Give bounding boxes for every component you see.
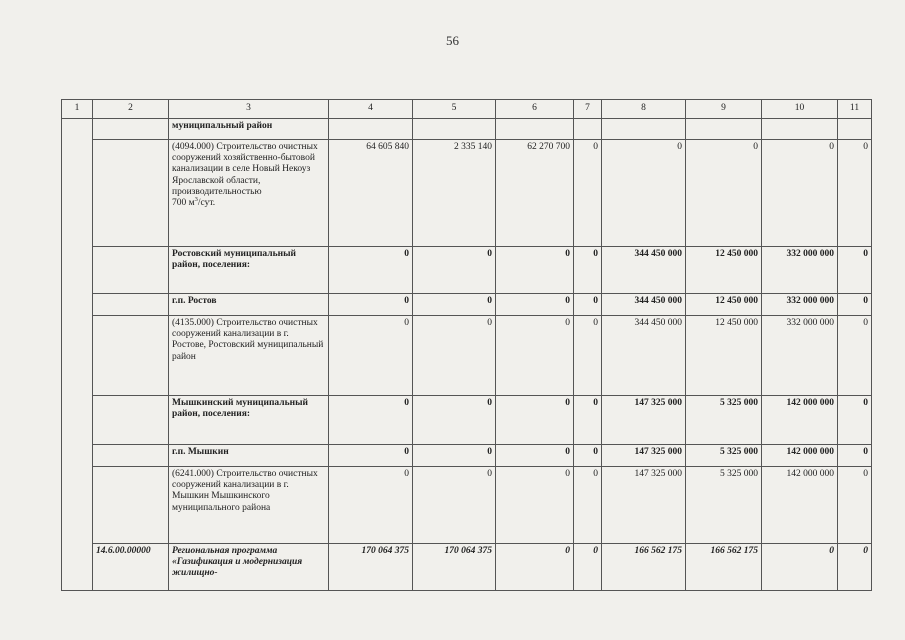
value-cell: 0 bbox=[838, 445, 872, 467]
value-cell: 0 bbox=[838, 140, 872, 247]
value-cell: 344 450 000 bbox=[602, 316, 686, 396]
value-cell: 332 000 000 bbox=[762, 316, 838, 396]
value-cell: 0 bbox=[574, 140, 602, 247]
value-cell bbox=[602, 119, 686, 140]
value-cell bbox=[496, 119, 574, 140]
value-cell: 0 bbox=[496, 396, 574, 445]
value-cell: 0 bbox=[838, 396, 872, 445]
header-cell: 1 bbox=[62, 100, 93, 119]
header-cell: 6 bbox=[496, 100, 574, 119]
value-cell: 0 bbox=[574, 445, 602, 467]
value-cell: 332 000 000 bbox=[762, 247, 838, 294]
value-cell: 332 000 000 bbox=[762, 294, 838, 316]
value-cell: 147 325 000 bbox=[602, 445, 686, 467]
value-cell: 0 bbox=[574, 316, 602, 396]
header-cell: 9 bbox=[686, 100, 762, 119]
value-cell: 0 bbox=[496, 316, 574, 396]
value-cell: 344 450 000 bbox=[602, 294, 686, 316]
value-cell: 166 562 175 bbox=[602, 544, 686, 591]
value-cell: 142 000 000 bbox=[762, 445, 838, 467]
header-cell: 3 bbox=[169, 100, 329, 119]
table-row bbox=[62, 247, 872, 294]
name-cell: муниципальный район bbox=[169, 119, 329, 140]
value-cell: 0 bbox=[574, 544, 602, 591]
code-cell: 14.6.00.00000 bbox=[93, 544, 169, 591]
value-cell bbox=[413, 119, 496, 140]
table-row bbox=[62, 119, 872, 140]
name-superscript: 3 bbox=[194, 195, 198, 203]
code-cell bbox=[93, 396, 169, 445]
value-cell: 12 450 000 bbox=[686, 316, 762, 396]
number-cell bbox=[62, 119, 93, 544]
value-cell: 0 bbox=[496, 467, 574, 544]
table-row bbox=[62, 396, 872, 445]
value-cell: 0 bbox=[413, 294, 496, 316]
value-cell: 0 bbox=[329, 316, 413, 396]
value-cell: 0 bbox=[413, 445, 496, 467]
value-cell: 0 bbox=[762, 140, 838, 247]
number-cell bbox=[62, 544, 93, 591]
table-row bbox=[62, 544, 872, 591]
table-row bbox=[62, 316, 872, 396]
value-cell bbox=[329, 119, 413, 140]
value-cell: 170 064 375 bbox=[329, 544, 413, 591]
header-cell: 4 bbox=[329, 100, 413, 119]
code-cell bbox=[93, 445, 169, 467]
value-cell: 0 bbox=[574, 294, 602, 316]
table-header-row bbox=[62, 100, 872, 119]
value-cell: 0 bbox=[413, 396, 496, 445]
value-cell: 0 bbox=[762, 544, 838, 591]
name-cell: г.п. Ростов bbox=[169, 294, 329, 316]
code-cell bbox=[93, 467, 169, 544]
code-cell bbox=[93, 316, 169, 396]
value-cell: 0 bbox=[329, 445, 413, 467]
table-row bbox=[62, 445, 872, 467]
table-row bbox=[62, 294, 872, 316]
value-cell: 344 450 000 bbox=[602, 247, 686, 294]
value-cell: 62 270 700 bbox=[496, 140, 574, 247]
value-cell: 0 bbox=[686, 140, 762, 247]
header-cell: 11 bbox=[838, 100, 872, 119]
value-cell bbox=[574, 119, 602, 140]
value-cell: 12 450 000 bbox=[686, 247, 762, 294]
value-cell: 147 325 000 bbox=[602, 396, 686, 445]
header-cell: 7 bbox=[574, 100, 602, 119]
value-cell: 0 bbox=[838, 316, 872, 396]
value-cell: 0 bbox=[329, 247, 413, 294]
value-cell: 0 bbox=[413, 467, 496, 544]
value-cell: 142 000 000 bbox=[762, 467, 838, 544]
value-cell: 0 bbox=[838, 544, 872, 591]
header-cell: 10 bbox=[762, 100, 838, 119]
value-cell: 0 bbox=[838, 247, 872, 294]
value-cell: 0 bbox=[413, 247, 496, 294]
value-cell: 12 450 000 bbox=[686, 294, 762, 316]
name-cell: Региональная программа «Газификация и модернизация жилищно- bbox=[169, 544, 329, 591]
name-cell: Ростовский муниципальный район, поселения: bbox=[169, 247, 329, 294]
value-cell bbox=[838, 119, 872, 140]
value-cell: 170 064 375 bbox=[413, 544, 496, 591]
value-cell: 5 325 000 bbox=[686, 396, 762, 445]
page-number: 56 bbox=[446, 33, 459, 48]
name-cell: г.п. Мышкин bbox=[169, 445, 329, 467]
budget-table bbox=[61, 99, 872, 591]
value-cell bbox=[762, 119, 838, 140]
code-cell bbox=[93, 294, 169, 316]
value-cell: 2 335 140 bbox=[413, 140, 496, 247]
value-cell: 0 bbox=[574, 467, 602, 544]
code-cell bbox=[93, 247, 169, 294]
value-cell: 0 bbox=[496, 544, 574, 591]
value-cell: 142 000 000 bbox=[762, 396, 838, 445]
value-cell: 0 bbox=[602, 140, 686, 247]
name-cell bbox=[169, 140, 329, 247]
value-cell bbox=[686, 119, 762, 140]
value-cell: 0 bbox=[329, 467, 413, 544]
value-cell: 0 bbox=[838, 294, 872, 316]
name-cell: Мышкинский муниципальный район, поселения: bbox=[169, 396, 329, 445]
name-text-tail: 700 м bbox=[172, 198, 195, 209]
value-cell: 0 bbox=[496, 294, 574, 316]
table-row bbox=[62, 467, 872, 544]
value-cell: 0 bbox=[574, 247, 602, 294]
value-cell: 5 325 000 bbox=[686, 467, 762, 544]
value-cell: 0 bbox=[496, 247, 574, 294]
header-cell: 8 bbox=[602, 100, 686, 119]
value-cell: 0 bbox=[329, 294, 413, 316]
value-cell: 0 bbox=[496, 445, 574, 467]
header-cell: 5 bbox=[413, 100, 496, 119]
value-cell: 64 605 840 bbox=[329, 140, 413, 247]
value-cell: 0 bbox=[413, 316, 496, 396]
value-cell: 0 bbox=[329, 396, 413, 445]
value-cell: 0 bbox=[574, 396, 602, 445]
code-cell bbox=[93, 119, 169, 140]
name-text-end: /сут. bbox=[197, 198, 216, 209]
header-cell: 2 bbox=[93, 100, 169, 119]
name-cell: (4135.000) Строительство очистных сооружений канализации в г. Ростове, Ростовский муниципальный район bbox=[169, 316, 329, 396]
name-text: (4094.000) Строительство очистных сооружений хозяйственно-бытовой канализации в селе Новый Некоуз Ярославской области, производительностью bbox=[172, 142, 318, 197]
value-cell: 166 562 175 bbox=[686, 544, 762, 591]
table-row bbox=[62, 140, 872, 247]
value-cell: 147 325 000 bbox=[602, 467, 686, 544]
name-cell: (6241.000) Строительство очистных сооружений канализации в г. Мышкин Мышкинского муниципального района bbox=[169, 467, 329, 544]
value-cell: 5 325 000 bbox=[686, 445, 762, 467]
value-cell: 0 bbox=[838, 467, 872, 544]
code-cell bbox=[93, 140, 169, 247]
